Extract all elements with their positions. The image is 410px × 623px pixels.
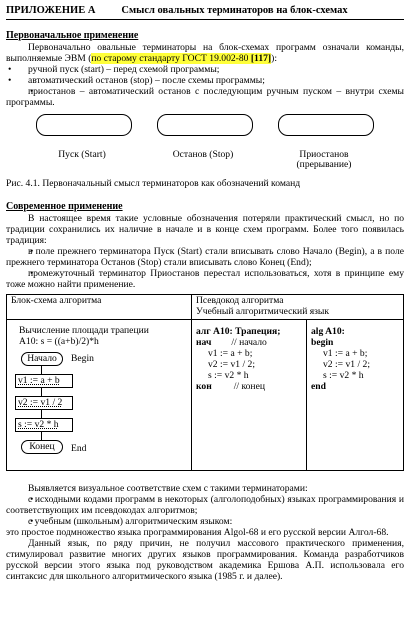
modern-bullets bbox=[6, 246, 404, 290]
flowchart-header: Блок-схема алгоритма bbox=[7, 295, 192, 320]
list-item: • с исходными кодами программ в некоторых (алголоподобных) языках программирования и соответствующих им псевдокодах алгоритмов; bbox=[6, 494, 404, 516]
step-box-2: v2 := v1 / 2 bbox=[15, 396, 73, 410]
appendix-label: ПРИЛОЖЕНИЕ А bbox=[6, 5, 96, 16]
list-item: • промежуточный терминатор Приостанов перестал использоваться, хотя в принципе ему тоже можно найти применение. bbox=[6, 268, 404, 290]
algorithm-table bbox=[6, 294, 404, 471]
pause-label: Приостанов bbox=[299, 149, 349, 160]
flowchart-cell bbox=[7, 320, 192, 471]
figure-caption: Рис. 4.1. Первоначальный смысл терминаторов как обозначений команд bbox=[6, 178, 301, 189]
ru-pseudocode-cell: алг А10: Трапеция; нач // начало v1 := a + b; v2 := v1 / 2; s := v2 * h кон // конец bbox=[192, 320, 307, 471]
pause-terminator bbox=[278, 114, 374, 136]
stop-label: Останов (Stop) bbox=[172, 149, 234, 160]
appendix-title: Смысл овальных терминаторов на блок-схемах bbox=[121, 5, 348, 16]
reference-link[interactable]: [117] bbox=[250, 53, 272, 64]
pseudocode-header: Псевдокод алгоритма Учебный алгоритмический язык bbox=[192, 295, 404, 320]
section-heading-modern: Современное применение bbox=[6, 201, 123, 212]
start-terminator bbox=[36, 114, 132, 136]
header-rule bbox=[6, 19, 404, 20]
modern-paragraph: В настоящее время такие условные обозначения потеряли практический смысл, но по традиции сохранились их наличие в начале и в конце схем программ. Более того появилась традиция: bbox=[6, 213, 404, 246]
end-oval: Конец bbox=[21, 440, 63, 454]
pause-sublabel: (прерывание) bbox=[296, 159, 352, 170]
terminator-diagram bbox=[6, 114, 404, 176]
correspondence-paragraph: Выявляется визуальное соответствие схем с такими терминаторами: bbox=[28, 483, 308, 494]
algol-paragraph: это простое подмножество языка программирования Algol-68 и его русской версии Алгол-68. bbox=[6, 527, 389, 538]
gost-highlight: по старому стандарту ГОСТ 19.002-80 bbox=[91, 53, 249, 64]
stop-terminator bbox=[157, 114, 253, 136]
document-header bbox=[6, 4, 404, 16]
start-label: Пуск (Start) bbox=[58, 149, 106, 160]
original-bullets bbox=[6, 64, 404, 108]
document-page bbox=[6, 4, 404, 582]
list-item: • приостанов – автоматический останов с последующим ручным пуском – внутри схемы программы. bbox=[6, 86, 404, 108]
flow-formula: A10: s = ((a+b)/2)*h bbox=[19, 336, 99, 347]
en-pseudocode-cell: alg A10: begin v1 := a + b; v2 := v1 / 2; s := v2 * h end bbox=[307, 320, 404, 471]
language-paragraph: Данный язык, по ряду причин, не получил массового практического применения, стимулировал развитие многих других языков программирования. Команда разработчиков русской версии этого языка под руководством академика Ершова А.П. использовала его синтаксис для школьного алгоритмического языка (1985 г. и далее). bbox=[6, 538, 404, 582]
intro-paragraph: Первоначально овальные терминаторы на блок-схемах программ означали команды, выполняемые ЭВМ (по старому стандарту ГОСТ 19.002-80 [117]): bbox=[6, 42, 404, 64]
step-box-1: v1 := a + b bbox=[15, 374, 73, 388]
correspondence-bullets bbox=[6, 494, 404, 527]
flow-title: Вычисление площади трапеции bbox=[19, 325, 149, 336]
section-heading-original: Первоначальное применение bbox=[6, 30, 139, 41]
begin-oval: Начало bbox=[21, 352, 63, 366]
step-box-3: s := v2 * h bbox=[15, 418, 73, 432]
end-word: End bbox=[71, 443, 87, 454]
list-item: • ручной пуск (start) – перед схемой программы; bbox=[6, 64, 404, 75]
list-item: • в поле прежнего терминатора Пуск (Start) стали вписывать слово Начало (Begin), а в поле прежнего терминатора Останов (Stop) стали вписывать слово Конец (End); bbox=[6, 246, 404, 268]
list-item: • с учебным (школьным) алгоритмическим языком: bbox=[6, 516, 404, 527]
begin-word: Begin bbox=[71, 353, 94, 364]
list-item: • автоматический останов (stop) – после схемы программы; bbox=[6, 75, 404, 86]
